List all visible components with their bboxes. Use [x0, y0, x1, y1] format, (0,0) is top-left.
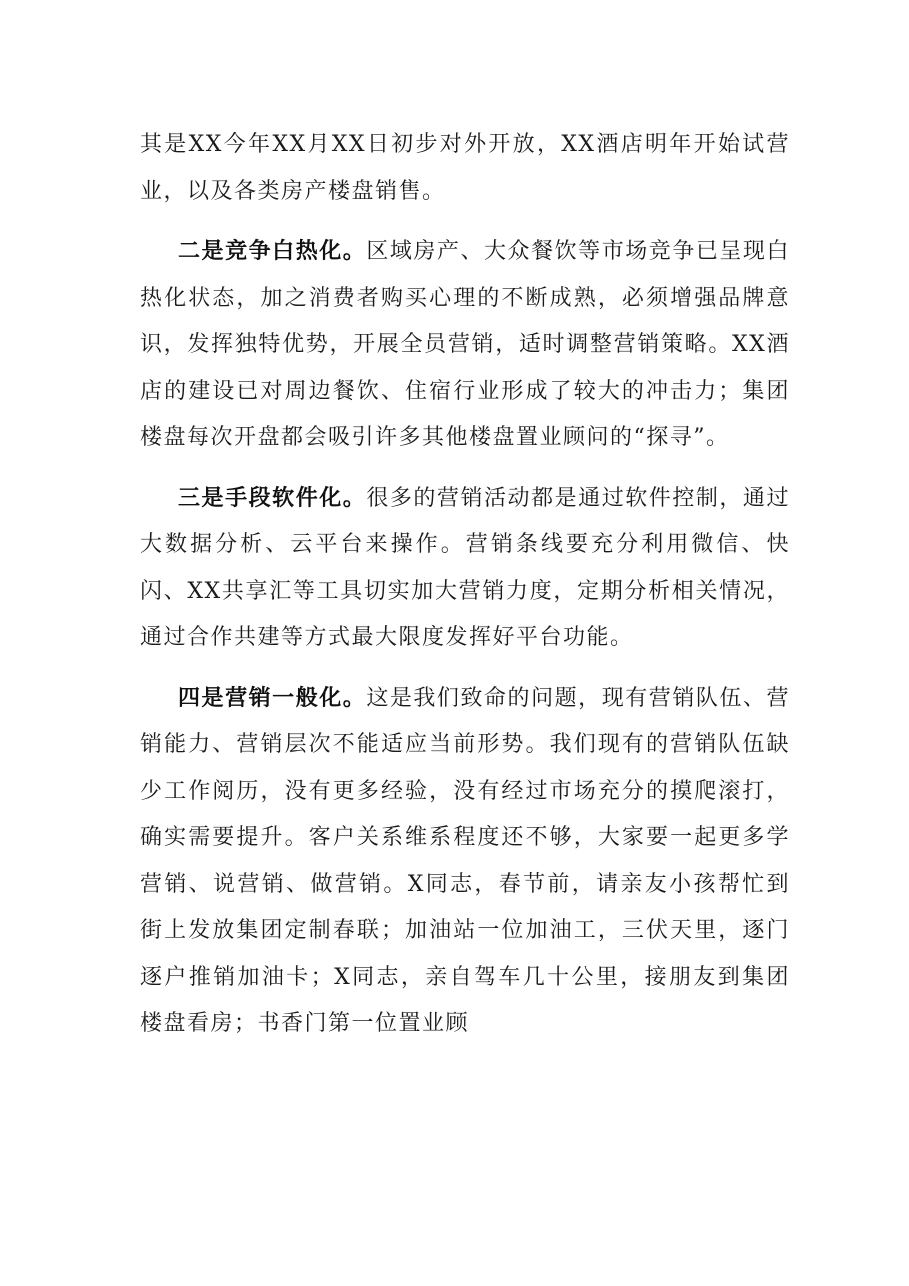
paragraph-text: 其是XX今年XX月XX日初步对外开放，XX酒店明年开始试营业，以及各类房产楼盘销售。 — [140, 132, 790, 204]
paragraph-heading: 三是手段软件化。 — [178, 484, 367, 511]
paragraph-software — [140, 475, 790, 662]
paragraph-text: 区域房产、大众餐饮等市场竞争已呈现白热化状态，加之消费者购买心理的不断成熟，必须增强品牌意识，发挥独特优势，开展全员营销，适时调整营销策略。XX酒店的建设已对周边餐饮、住宿行业形成了较大的冲击力；集团楼盘每次开盘都会吸引许多其他楼盘置业顾问的“探寻”。 — [140, 239, 790, 450]
paragraph-heading: 四是营销一般化。 — [178, 684, 367, 711]
paragraph-competition — [140, 228, 790, 462]
paragraph-text: 很多的营销活动都是通过软件控制，通过大数据分析、云平台来操作。营销条线要充分利用微信、快闪、XX共享汇等工具切实加大营销力度，定期分析相关情况，通过合作共建等方式最大限度发挥好平台功能。 — [140, 485, 790, 650]
document-body — [140, 122, 790, 1061]
paragraph-heading: 二是竞争白热化。 — [178, 238, 367, 264]
paragraph-marketing — [140, 675, 790, 1048]
paragraph-continuation — [140, 122, 790, 215]
paragraph-text: 这是我们致命的问题，现有营销队伍、营销能力、营销层次不能适应当前形势。我们现有的营销队伍缺少工作阅历，没有更多经验，没有经过市场充分的摸爬滚打，确实需要提升。客户关系维系程度还不够，大家要一起更多学营销、说营销、做营销。X同志，春节前，请亲友小孩帮忙到街上发放集团定制春联；加油站一位加油工，三伏天里，逐门逐户推销加油卡；X同志，亲自驾车几十公里，接朋友到集团楼盘看房；书香门第一位置业顾 — [140, 685, 790, 1036]
